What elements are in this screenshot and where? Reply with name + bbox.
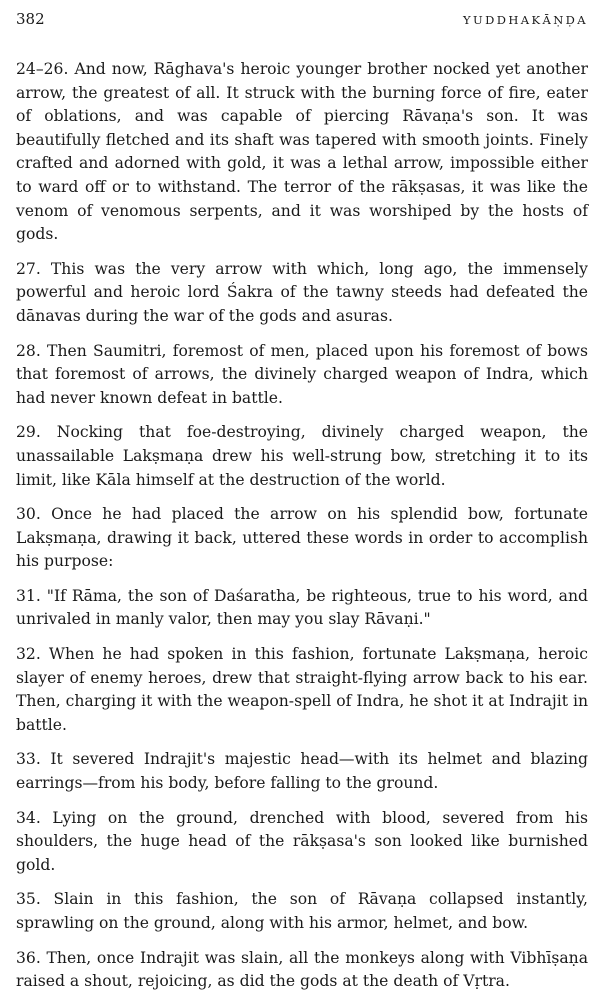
- verse-30: 30. Once he had placed the arrow on his splendid bow, fortunate Lakṣmaṇa, drawing it back, uttered these words in order to accomplish his purpose:: [16, 505, 588, 571]
- running-title: YUDDHAKĀṆḌA: [463, 13, 588, 27]
- verse-35: 35. Slain in this fashion, the son of Rāvaṇa collapsed instantly, sprawling on the ground, along with his armor, helmet, and bow.: [16, 890, 588, 932]
- verse-36: 36. Then, once Indrajit was slain, all the monkeys along with Vibhīṣaṇa raised a shout, rejoicing, as did the gods at the death of Vṛtra.: [16, 948, 588, 991]
- page-number: 382: [16, 10, 45, 28]
- verse-list: [16, 58, 588, 994]
- verse-32: 32. When he had spoken in this fashion, fortunate Lakṣmaṇa, heroic slayer of enemy heroes, drew that straight-flying arrow back to his ear. Then, charging it with the weapon-spell of Indra, he shot it at Indrajit in battle.: [16, 645, 588, 734]
- verse-29: 29. Nocking that foe-destroying, divinely charged weapon, the unassailable Lakṣmaṇa drew his well-strung bow, stretching it to its limit, like Kāla himself at the destruction of the world.: [16, 423, 588, 489]
- verse-33: 33. It severed Indrajit's majestic head—with its helmet and blazing earrings—from his body, before falling to the ground.: [16, 750, 588, 793]
- verse-34: 34. Lying on the ground, drenched with blood, severed from his shoulders, the huge head of the rākṣasa's son looked like burnished gold.: [16, 808, 588, 874]
- verse-28: 28. Then Saumitri, foremost of men, placed upon his foremost of bows that foremost of arrows, the divinely charged weapon of Indra, which had never known defeat in battle.: [16, 341, 588, 407]
- verse-24-26: 24–26. And now, Rāghava's heroic younger brother nocked yet another arrow, the greatest of all. It struck with the burning force of fire, eater of oblations, and was capable of piercing Rāvaṇa's son. It was beautifully fletched and its shaft was tapered with smooth joints. Finely crafted and adorned with gold, it was a lethal arrow, impossible either to ward off or to withstand. The terror of the rākṣasas, it was like the venom of venomous serpents, and it was worshiped by the hosts of gods.: [16, 60, 588, 244]
- running-head: [16, 10, 588, 40]
- verse-31: 31. "If Rāma, the son of Daśaratha, be righteous, true to his word, and unrivaled in manly valor, then may you slay Rāvaṇi.": [16, 586, 588, 629]
- verse-27: 27. This was the very arrow with which, long ago, the immensely powerful and heroic lord Śakra of the tawny steeds had defeated the dānavas during the war of the gods and asuras.: [16, 259, 588, 325]
